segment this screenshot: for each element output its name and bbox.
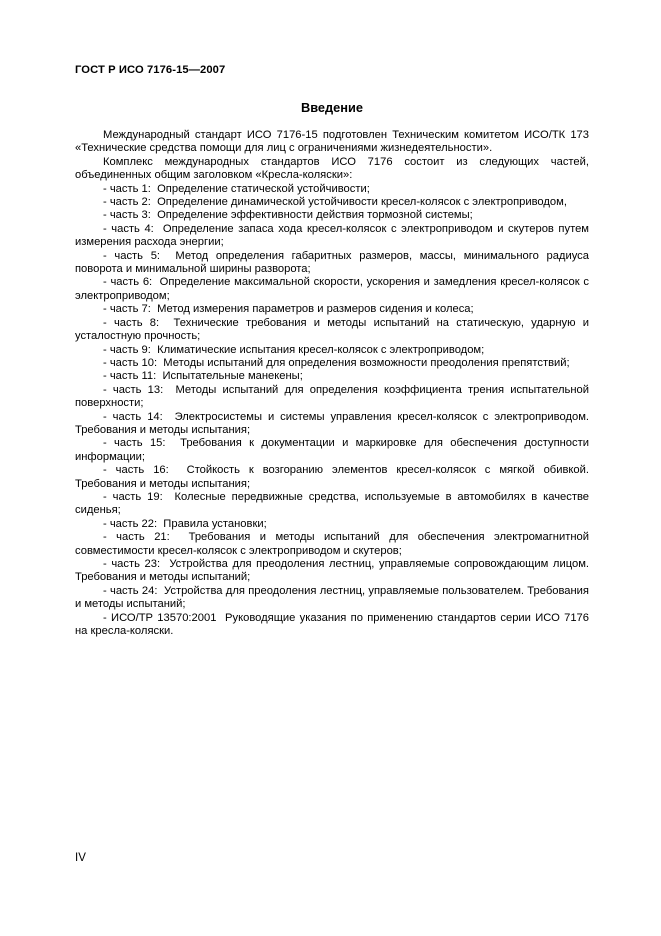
list-item: - часть 8: Технические требования и методы испытаний на статическую, ударную и усталостную прочность; — [75, 316, 589, 343]
list-item: - часть 19: Колесные передвижные средства, используемые в автомобилях в качестве сиденья; — [75, 490, 589, 517]
list-item: - часть 14: Электросистемы и системы управления кресел-колясок с электроприводом. Требования и методы испытания; — [75, 410, 589, 436]
list-item: - часть 5: Метод определения габаритных размеров, массы, минимального радиуса поворота и минимальной ширины разворота; — [75, 249, 589, 276]
list-item: - часть 22: Правила установки; — [103, 517, 267, 530]
intro-paragraph-1: Международный стандарт ИСО 7176-15 подготовлен Техническим комитетом ИСО/ТК 173 «Технические средства помощи для лиц с ограничениями жизнедеятельности». — [75, 129, 589, 155]
list-item: - часть 3: Определение эффективности действия тормозной системы; — [103, 209, 473, 222]
list-item: - часть 9: Климатические испытания кресел-колясок с электроприводом; — [103, 343, 485, 356]
list-item: - часть 23: Устройства для преодоления лестниц, управляемые сопровождающим лицом. Требования и методы испытаний; — [75, 558, 589, 584]
document-body — [75, 129, 589, 638]
list-item: - часть 24: Устройства для преодоления лестниц, управляемые пользователем. Требования и методы испытаний; — [75, 584, 589, 611]
list-item: - ИСО/ТР 13570:2001 Руководящие указания по применению стандартов серии ИСО 7176 на кресла-коляски. — [75, 611, 589, 638]
list-item: - часть 11: Испытательные манекены; — [103, 370, 303, 383]
list-item: - часть 10: Методы испытаний для определения возможности преодоления препятствий; — [103, 356, 570, 369]
list-item: - часть 15: Требования к документации и маркировке для обеспечения доступности информации; — [75, 437, 589, 463]
list-item: - часть 13: Методы испытаний для определения коэффициента трения испытательной поверхности; — [75, 383, 589, 410]
page-number: IV — [75, 852, 86, 864]
list-item: - часть 21: Требования и методы испытаний для обеспечения электромагнитной совместимости кресел-колясок с электроприводом и скутеров; — [75, 531, 589, 557]
list-item: - часть 6: Определение максимальной скорости, ускорения и замедления кресел-колясок с электроприводом; — [75, 276, 589, 302]
list-item: - часть 7: Метод измерения параметров и размеров сидения и колеса; — [103, 303, 474, 316]
list-item: - часть 4: Определение запаса хода кресел-колясок с электроприводом и скутеров путем измерения расхода энергии; — [75, 222, 589, 249]
page-title: Введение — [300, 100, 363, 115]
list-item: - часть 1: Определение статической устойчивости; — [103, 182, 370, 195]
document-number: ГОСТ Р ИСО 7176-15—2007 — [75, 64, 226, 76]
parts-list — [75, 183, 589, 639]
list-item: - часть 16: Стойкость к возгоранию элементов кресел-колясок с мягкой обивкой. Требования и методы испытания; — [75, 464, 589, 490]
list-item: - часть 2: Определение динамической устойчивости кресел-колясок с электроприводом, — [103, 196, 567, 209]
intro-paragraph-2: Комплекс международных стандартов ИСО 7176 состоит из следующих частей, объединенных общим заголовком «Кресла-коляски»: — [75, 155, 589, 182]
